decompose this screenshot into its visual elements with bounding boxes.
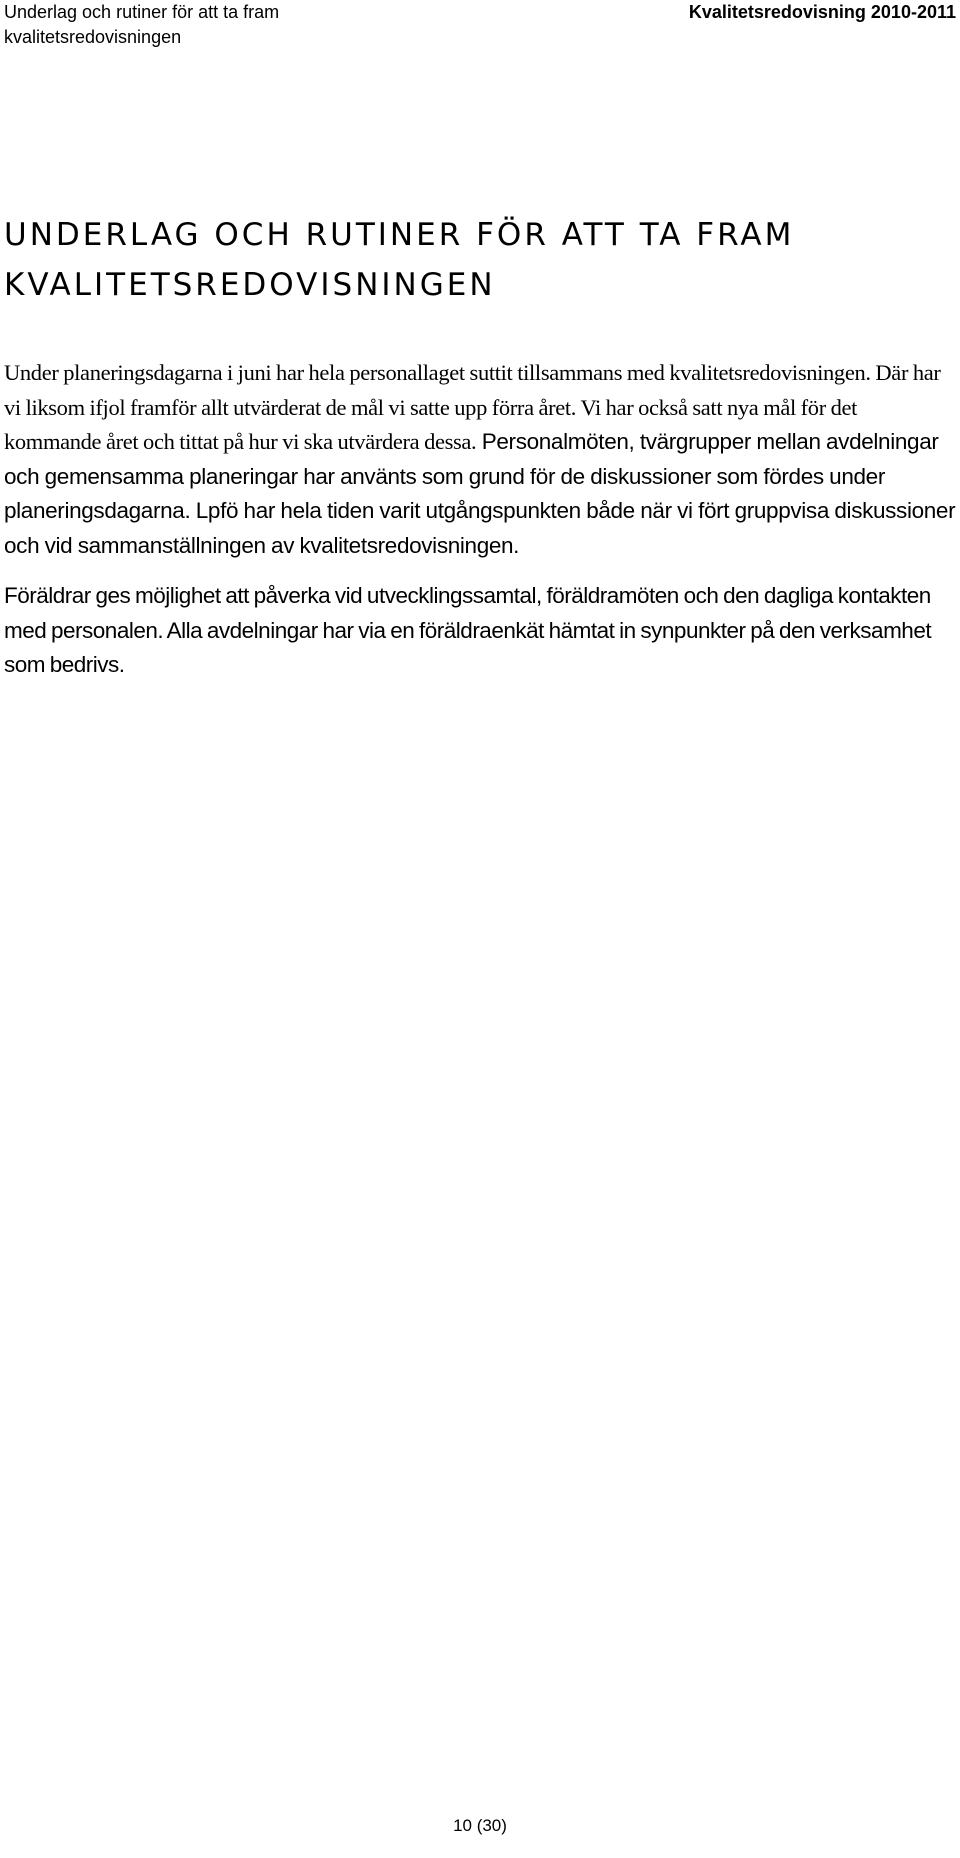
paragraph-parents: Föräldrar ges möjlighet att påverka vid utvecklingssamtal, föräldramöten och den dagliga kontakten med personalen. Alla avdelningar har via en föräldraenkät hämtat in synpunkter på den verksamhet som bedrivs. <box>4 583 932 677</box>
section-heading-line2: KVALITETSREDOVISNINGEN <box>4 267 496 303</box>
header-document-section <box>4 0 279 50</box>
paragraph-planning-sans: Personalmöten, tvärgrupper mellan avdelningar och gemensamma planeringar har använts som grund för de diskussioner som fördes under planeringsdagarna. Lpfö har hela tiden varit utgångspunkten både när vi fört gruppvisa diskussioner och vid sammanställningen av kvalitetsredovisningen. <box>4 429 956 558</box>
body-text <box>4 356 956 699</box>
section-heading <box>4 210 944 310</box>
page-number: 10 (30) <box>453 1816 507 1835</box>
section-heading-line1: UNDERLAG OCH RUTINER FÖR ATT TA FRAM <box>4 217 795 253</box>
page-header <box>0 0 960 60</box>
header-left-line2: kvalitetsredovisningen <box>4 27 182 47</box>
header-document-title: Kvalitetsredovisning 2010-2011 <box>688 2 956 22</box>
paragraph-planning <box>4 356 956 563</box>
paragraph-planning-serif: Under planeringsdagarna i juni har hela personallaget suttit tillsammans med kvalitetsredovisningen. Där har vi liksom ifjol framför allt utvärderat de mål vi satte upp förra året. Vi har också satt nya mål för det kommande året och tittat på hur vi ska utvärdera dessa. <box>4 360 941 454</box>
header-left-line1: Underlag och rutiner för att ta fram <box>4 2 280 22</box>
